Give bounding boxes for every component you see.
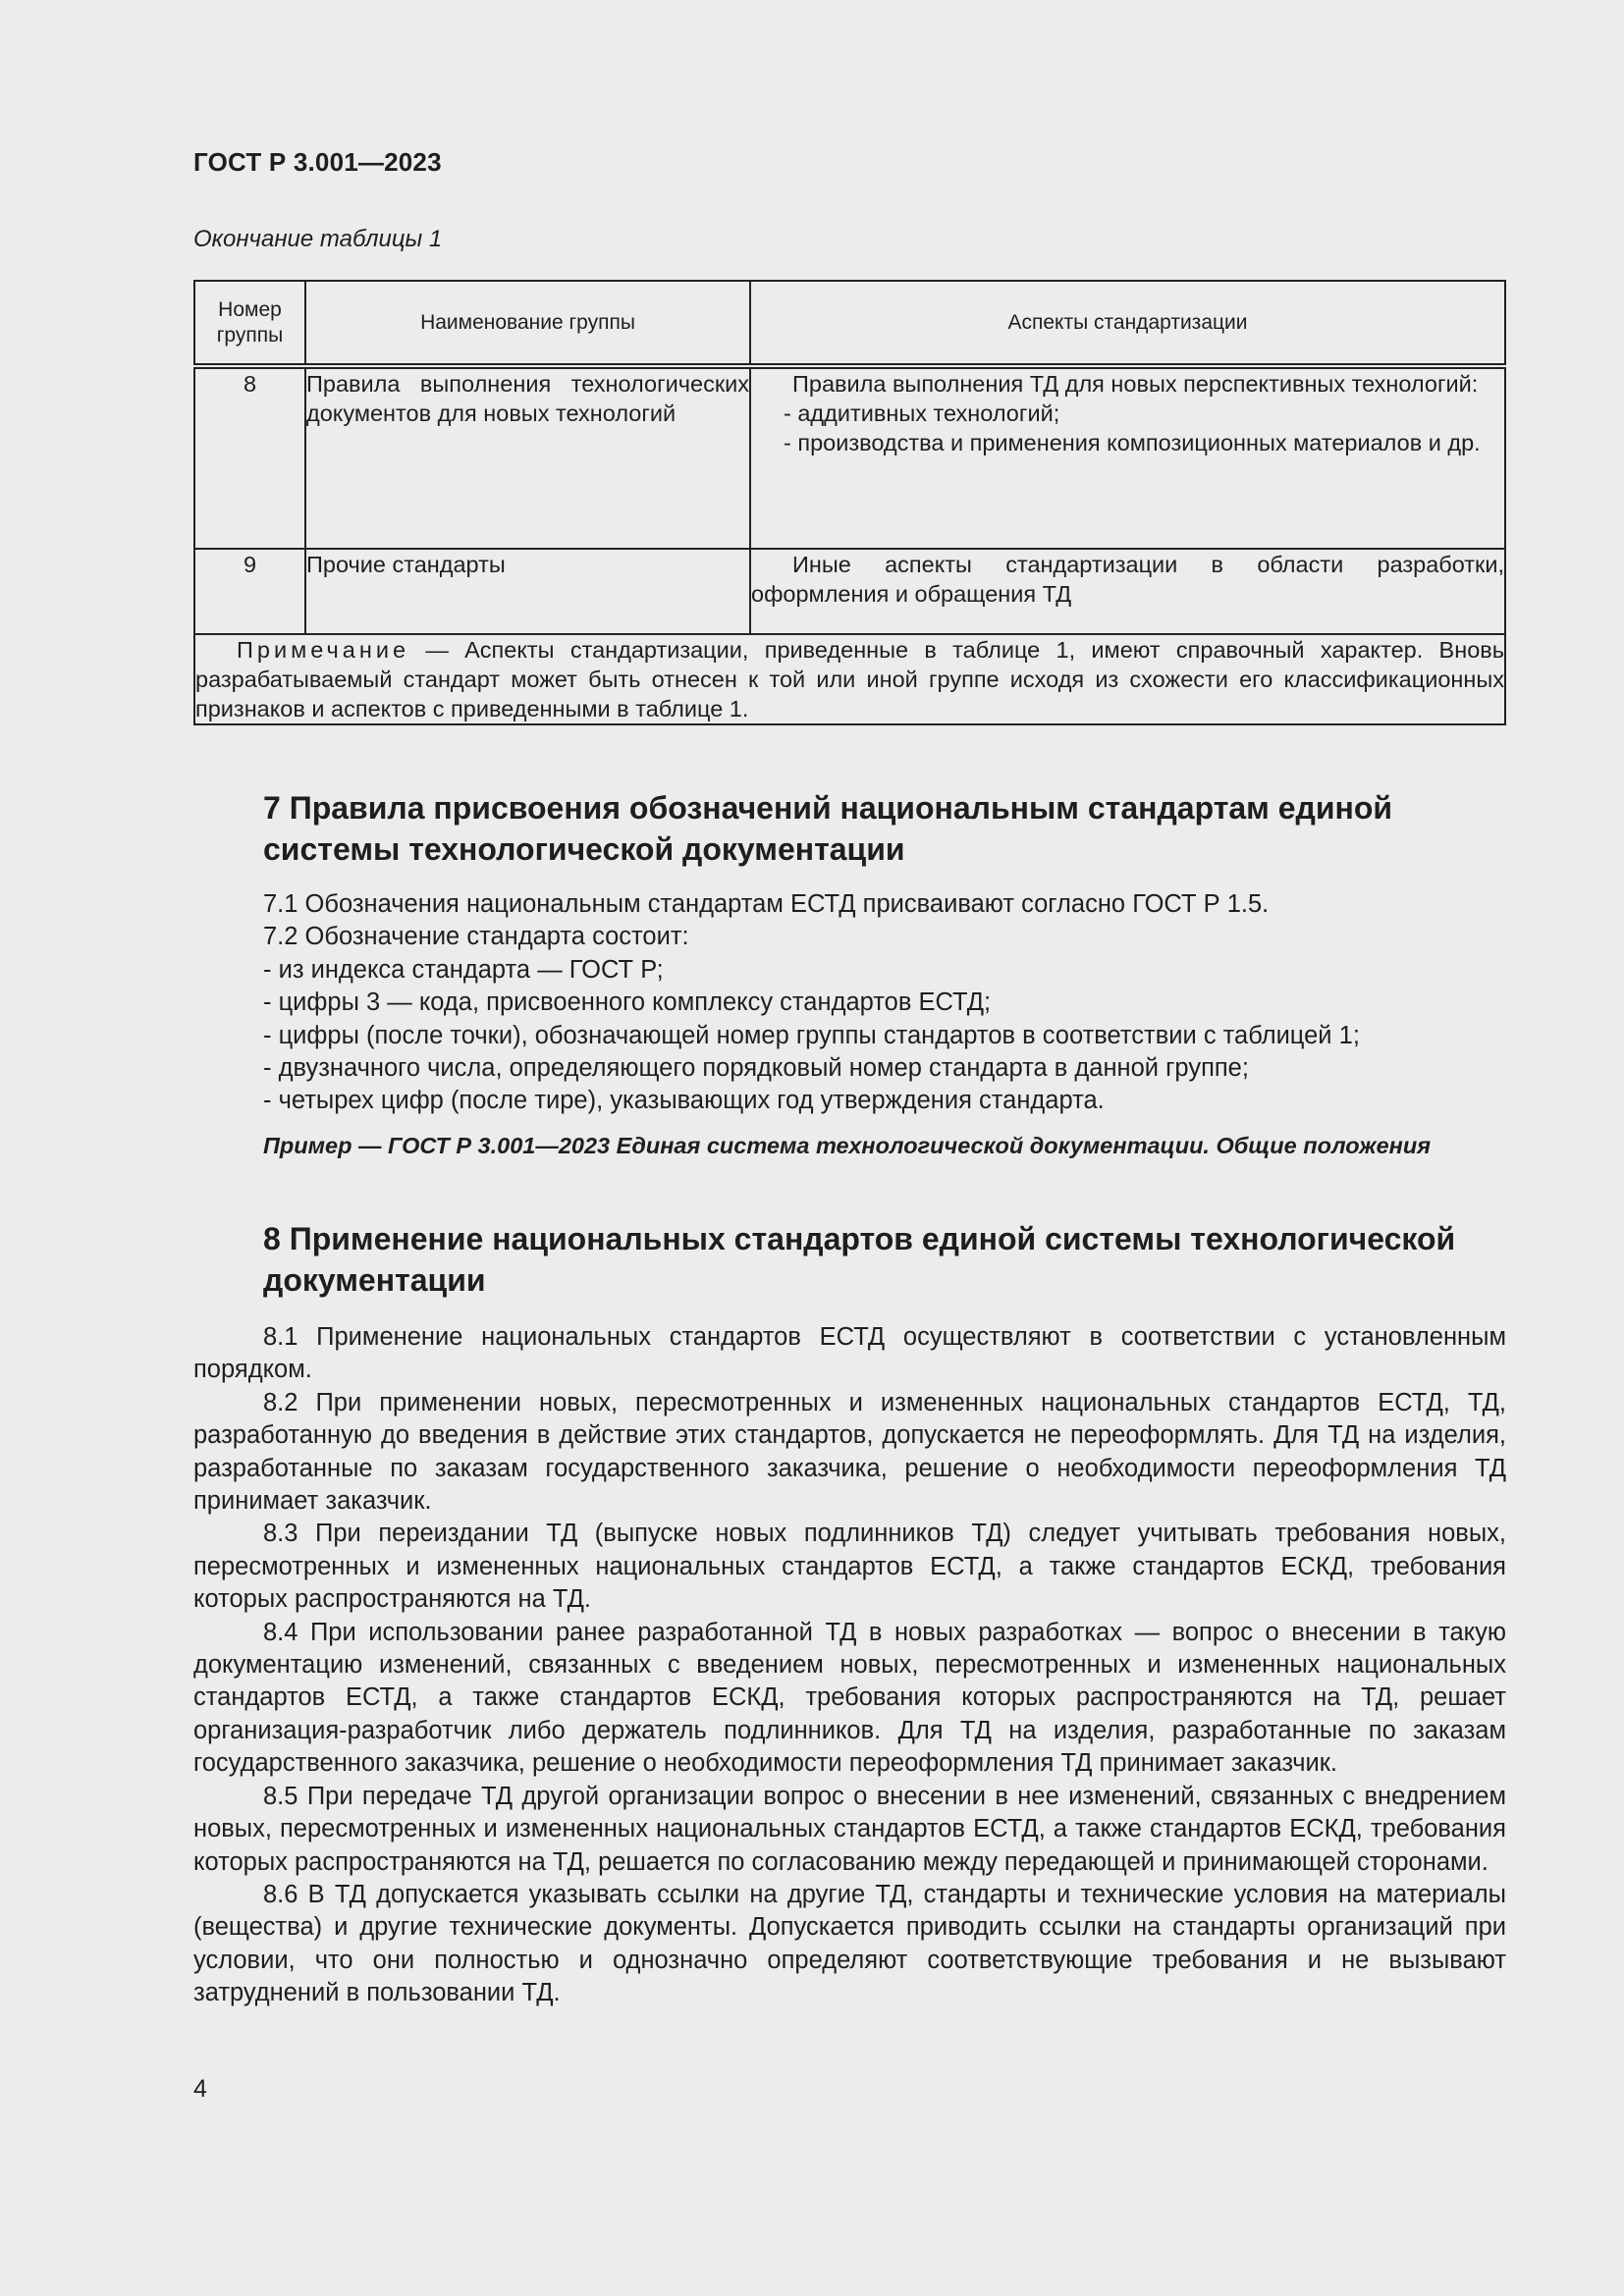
list-item: - цифры 3 — кода, присвоенного комплексу стандартов ЕСТД; <box>263 988 992 1017</box>
section-8-title: 8 Применение национальных стандартов единой системы технологической документации <box>263 1221 1456 1298</box>
row-group-name: Правила выполнения технологических документов для новых технологий <box>305 366 750 549</box>
section-7-title: 7 Правила присвоения обозначений национальным стандартам единой системы технологической документации <box>263 790 1393 867</box>
clause-7-1: 7.1 Обозначения национальным стандартам ЕСТД присваивают согласно ГОСТ Р 1.5. <box>263 890 1270 918</box>
row-number: 9 <box>194 549 305 634</box>
row-aspects <box>750 549 1505 634</box>
list-item: - из индекса стандарта — ГОСТ Р; <box>263 955 664 984</box>
clause-8-5: 8.5 При передаче ТД другой организации вопрос о внесении в нее изменений, связанных с внедрением новых, пересмотренных и измененных национальных стандартов ЕСТД, а также стандартов ЕСКД, требования которых распространяются на ТД, решается по согласованию между передающей и принимающей сторонами. <box>193 1782 1506 1876</box>
row-number: 8 <box>194 366 305 549</box>
header-group-number: Номер группы <box>194 281 305 366</box>
section-7-body <box>263 888 1520 1118</box>
list-item: - двузначного числа, определяющего порядковый номер стандарта в данной группе; <box>263 1054 1249 1083</box>
table-row <box>194 549 1505 634</box>
table-note-row <box>194 634 1505 724</box>
page-number: 4 <box>193 2075 207 2103</box>
aspects-item: - аддитивных технологий; <box>784 400 1060 426</box>
clause-8-2: 8.2 При применении новых, пересмотренных и измененных национальных стандартов ЕСТД, ТД, разработанную до введения в действие этих стандартов, допускается не переоформлять. Для ТД на изделия, разработанные по заказам государственного заказчика, решение о необходимости переоформления ТД принимает заказчик. <box>193 1388 1506 1516</box>
aspects-intro: Иные аспекты стандартизации в области разработки, оформления и обращения ТД <box>751 552 1504 607</box>
list-item: - цифры (после точки), обозначающей номер группы стандартов в соответствии с таблицей 1; <box>263 1021 1360 1049</box>
row-aspects <box>750 366 1505 549</box>
list-item: - четырех цифр (после тире), указывающих год утверждения стандарта. <box>263 1087 1105 1115</box>
section-8-body <box>193 1321 1506 2010</box>
clause-7-2: 7.2 Обозначение стандарта состоит: <box>263 923 689 951</box>
aspects-item: - производства и применения композиционных материалов и др. <box>784 430 1481 455</box>
clause-8-4: 8.4 При использовании ранее разработанной ТД в новых разработках — вопрос о внесении в такую документацию изменений, связанных с введением новых, пересмотренных и измененных национальных стандартов ЕСТД, а также стандартов ЕСКД, требования которых распространяются на ТД, решает организация-разработчик либо держатель подлинников. Для ТД на изделия, разработанные по заказам государственного заказчика, решение о необходимости переоформления ТД принимает заказчик. <box>193 1618 1506 1778</box>
clause-8-6: 8.6 В ТД допускается указывать ссылки на другие ТД, стандарты и технические условия на материалы (вещества) и другие технические документы. Допускается приводить ссылки на стандарты организаций при условии, что они полностью и однозначно определяют соответствующие требования и не вызывают затруднений в пользовании ТД. <box>193 1880 1506 2007</box>
designation-example: Пример — ГОСТ Р 3.001—2023 Единая система технологической документации. Общие положения <box>263 1133 1432 1158</box>
header-aspects: Аспекты стандартизации <box>750 281 1505 366</box>
row-group-name: Прочие стандарты <box>305 549 750 634</box>
note-text: — Аспекты стандартизации, приведенные в таблице 1, имеют справочный характер. Вновь разрабатываемый стандарт может быть отнесен к той или иной группе исходя из схожести его классификационных признаков и аспектов с приведенными в таблице 1. <box>195 637 1504 721</box>
table-header-row <box>194 281 1505 366</box>
standards-groups-table <box>193 280 1506 725</box>
document-code-header: ГОСТ Р 3.001—2023 <box>193 147 442 177</box>
table-row <box>194 366 1505 549</box>
note-label: Примечание <box>237 637 410 663</box>
table-note <box>194 634 1505 724</box>
clause-8-3: 8.3 При переиздании ТД (выпуске новых подлинников ТД) следует учитывать требования новых, пересмотренных и измененных национальных стандартов ЕСТД, а также стандартов ЕСКД, требования которых распространяются на ТД. <box>193 1520 1506 1614</box>
clause-8-1: 8.1 Применение национальных стандартов ЕСТД осуществляют в соответствии с установленным порядком. <box>193 1323 1506 1384</box>
table-continuation-caption: Окончание таблицы 1 <box>193 226 443 252</box>
header-group-name: Наименование группы <box>305 281 750 366</box>
aspects-intro: Правила выполнения ТД для новых перспективных технологий: <box>792 371 1479 397</box>
